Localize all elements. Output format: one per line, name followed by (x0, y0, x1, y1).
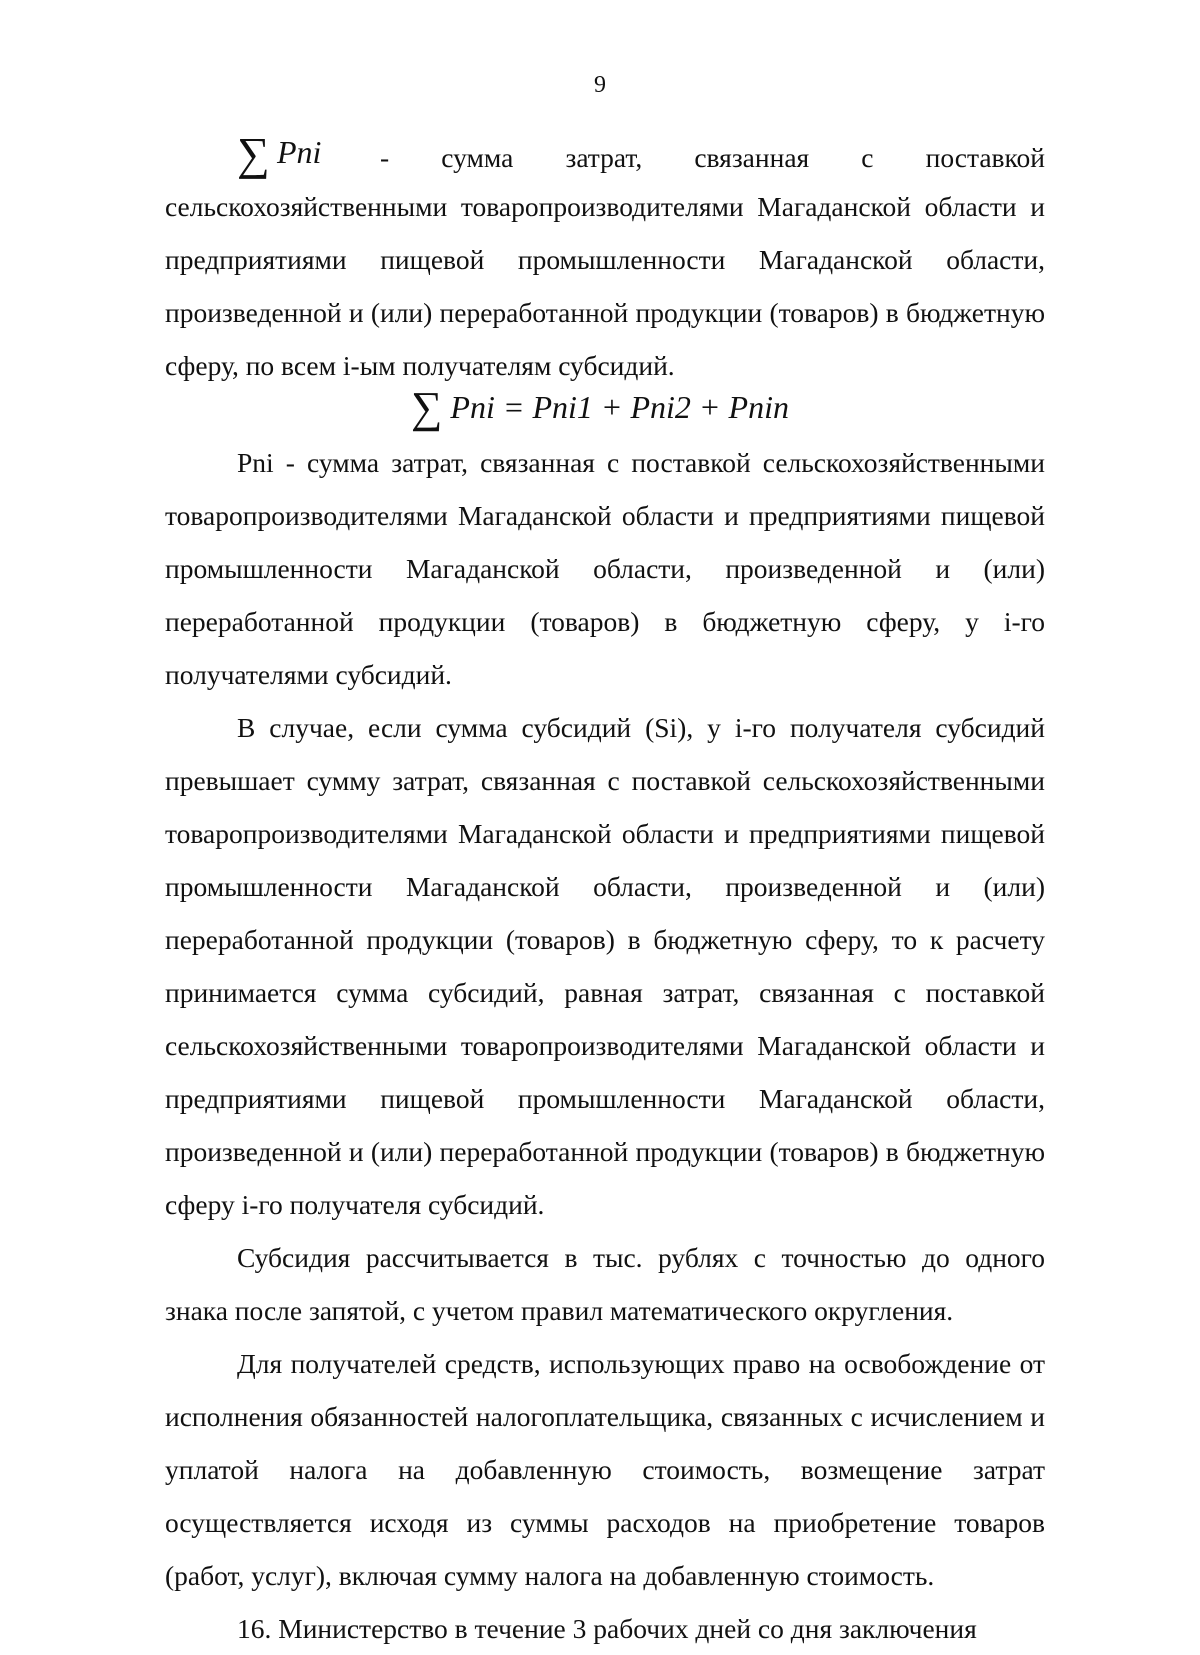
word: связанная (694, 142, 810, 173)
word: с (861, 142, 874, 173)
paragraph-1-continuation (165, 180, 1045, 392)
formula (0, 382, 1200, 433)
formula-text: Pni = Pni1 + Pni2 + Pnin (450, 389, 789, 425)
sum-variable: Pni (277, 134, 322, 170)
word: затрат, (565, 142, 643, 173)
sigma-symbol: ∑ (237, 128, 270, 179)
paragraph: Для получателей средств, использующих право на освобождение от исполнения обязанностей налогоплательщика, связанных с исчислением и уплатой налога на добавленную стоимость, возмещение затрат осуществляется исходя из суммы расходов на приобретение товаров (работ, услуг), включая сумму налога на добавленную стоимость. (165, 1348, 1045, 1591)
paragraph: Pni - сумма затрат, связанная с поставкой сельскохозяйственными товаропроизводителями Магаданской области и предприятиями пищевой промышленности Магаданской области, произведенной и (или) переработанной продукции (товаров) в бюджетную сферу, у i-го получателями субсидий. (165, 447, 1045, 690)
body-paragraphs (165, 436, 1045, 1655)
dash: - (380, 142, 390, 173)
paragraph: Субсидия рассчитывается в тыс. рублях с точностью до одного знака после запятой, с учетом правил математического округления. (165, 1242, 1045, 1326)
paragraph-text: сельскохозяйственными товаропроизводителями Магаданской области и предприятиями пищевой промышленности Магаданской области, произведенной и (или) переработанной продукции (товаров) в бюджетную сферу, по всем i-ым получателям субсидий. (165, 191, 1045, 381)
paragraph: 16. Министерство в течение 3 рабочих дней со дня заключения (237, 1613, 977, 1644)
page-number: 9 (594, 72, 606, 98)
word: сумма (441, 142, 514, 173)
paragraph: В случае, если сумма субсидий (Si), у i-го получателя субсидий превышает сумму затрат, связанная с поставкой сельскохозяйственными товаропроизводителями Магаданской области и предприятиями пищевой промышленности Магаданской области, произведенной и (или) переработанной продукции (товаров) в бюджетную сферу, то к расчету принимается сумма субсидий, равная затрат, связанная с поставкой сельскохозяйственными товаропроизводителями Магаданской области и предприятиями пищевой промышленности Магаданской области, произведенной и (или) переработанной продукции (товаров) в бюджетную сферу i-го получателя субсидий. (165, 712, 1045, 1220)
sum-definition-line (380, 142, 1045, 174)
word: поставкой (925, 142, 1045, 173)
sum-definition (165, 128, 1045, 188)
sigma-symbol: ∑ (411, 383, 443, 432)
